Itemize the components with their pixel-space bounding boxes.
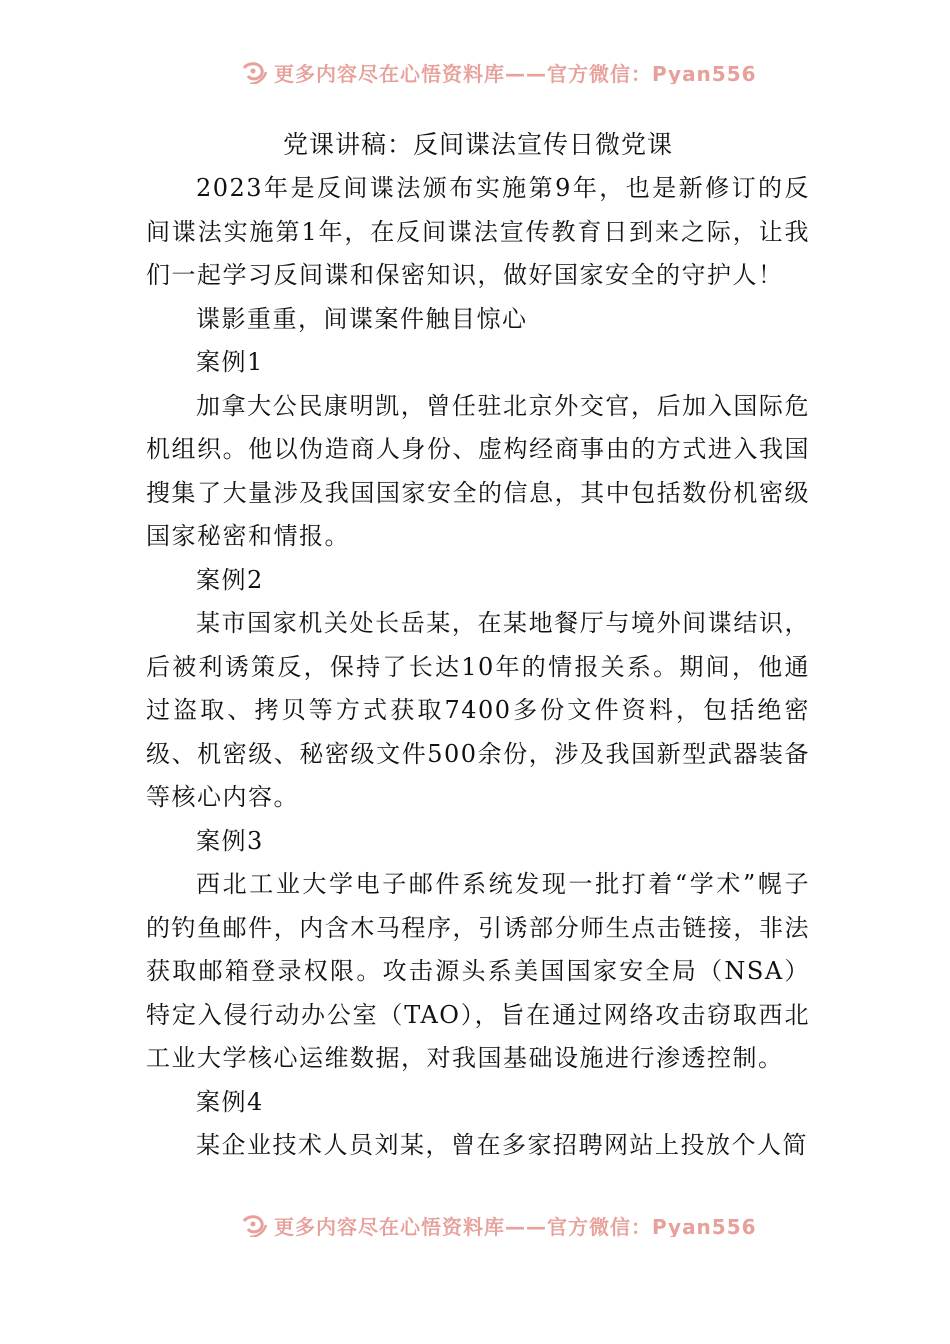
header-watermark	[0, 54, 950, 84]
watermark-text: 更多内容尽在心悟资料库——官方微信：Pyan556	[274, 62, 757, 84]
swirl-logo-icon	[240, 1213, 268, 1238]
document-body	[146, 123, 810, 1168]
watermark-text: 更多内容尽在心悟资料库——官方微信：Pyan556	[274, 1215, 757, 1237]
paragraph-intro: 2023年是反间谍法颁布实施第9年，也是新修订的反间谍法实施第1年，在反间谍法宣传教育日到来之际，让我们一起学习反间谍和保密知识，做好国家安全的守护人！	[146, 174, 810, 289]
section-heading: 谍影重重，间谍案件触目惊心	[196, 304, 528, 333]
case-label-3: 案例3	[196, 826, 264, 855]
case-text-2: 某市国家机关处长岳某，在某地餐厅与境外间谍结识，后被利诱策反，保持了长达10年的情报关系。期间，他通过盗取、拷贝等方式获取7400多份文件资料，包括绝密级、机密级、秘密级文件500余份，涉及我国新型武器装备等核心内容。	[146, 609, 810, 811]
case-label-2: 案例2	[196, 565, 264, 594]
case-label-4: 案例4	[196, 1087, 264, 1116]
document-title: 党课讲稿：反间谍法宣传日微党课	[282, 130, 673, 159]
swirl-logo-icon	[240, 60, 268, 85]
case-text-3: 西北工业大学电子邮件系统发现一批打着“学术”幌子的钓鱼邮件，内含木马程序，引诱部分师生点击链接，非法获取邮箱登录权限。攻击源头系美国国家安全局（NSA）特定入侵行动办公室（TAO），旨在通过网络攻击窃取西北工业大学核心运维数据，对我国基础设施进行渗透控制。	[146, 870, 810, 1072]
case-label-1: 案例1	[196, 348, 264, 376]
case-text-1: 加拿大公民康明凯，曾任驻北京外交官，后加入国际危机组织。他以伪造商人身份、虚构经商事由的方式进入我国搜集了大量涉及我国国家安全的信息，其中包括数份机密级国家秘密和情报。	[146, 391, 810, 550]
case-text-4: 某企业技术人员刘某，曾在多家招聘网站上投放个人简	[196, 1131, 808, 1159]
footer-watermark	[0, 1207, 950, 1237]
